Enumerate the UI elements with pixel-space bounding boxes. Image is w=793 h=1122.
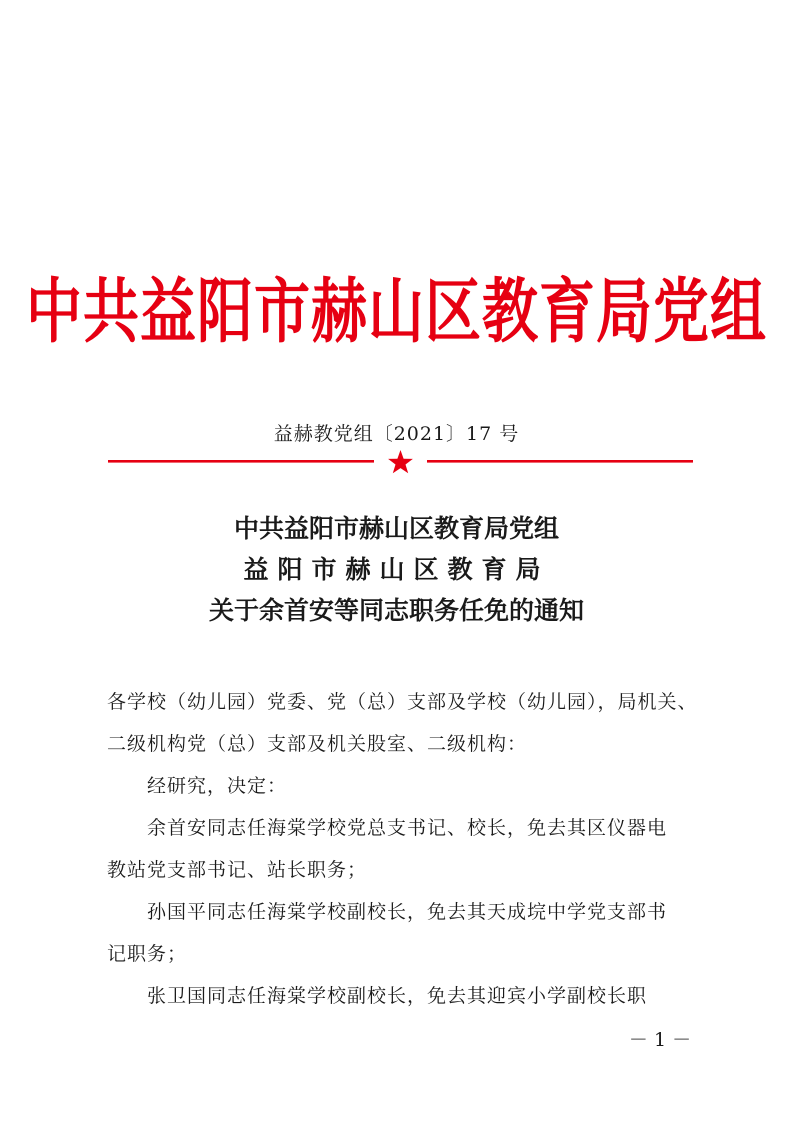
title-line-3: 关于余首安等同志职务任免的通知	[208, 596, 584, 625]
title-line-1: 中共益阳市赫山区教育局党组	[233, 514, 559, 543]
body-line-4: 余首安同志任海棠学校党总支书记、校长，免去其区仪器电	[147, 817, 668, 839]
body-line-6: 孙国平同志任海棠学校副校长，免去其天成垸中学党支部书	[147, 901, 668, 923]
divider-right-line	[427, 460, 693, 463]
body-line-5: 教站党支部书记、站长职务；	[107, 859, 368, 881]
title-line-2: 益阳市赫山区教育局	[243, 555, 550, 584]
document-number: 益赫教党组〔2021〕17 号	[273, 423, 520, 445]
body-line-8: 张卫国同志任海棠学校副校长，免去其迎宾小学副校长职	[147, 985, 648, 1007]
body-line-2: 二级机构党（总）支部及机关股室、二级机构：	[107, 733, 528, 755]
divider-left-line	[108, 460, 374, 463]
body-line-1: 各学校（幼儿园）党委、党（总）支部及学校（幼儿园），局机关、	[107, 691, 698, 713]
red-divider	[108, 449, 693, 475]
page-number: － 1 －	[628, 1029, 692, 1051]
red-header-title: 中共益阳市赫山区教育局党组	[26, 271, 767, 353]
body-line-3: 经研究，决定：	[147, 775, 288, 797]
star-icon	[388, 450, 413, 473]
notice-title	[0, 508, 793, 631]
body-text	[107, 681, 697, 1017]
body-line-7: 记职务；	[107, 943, 188, 965]
